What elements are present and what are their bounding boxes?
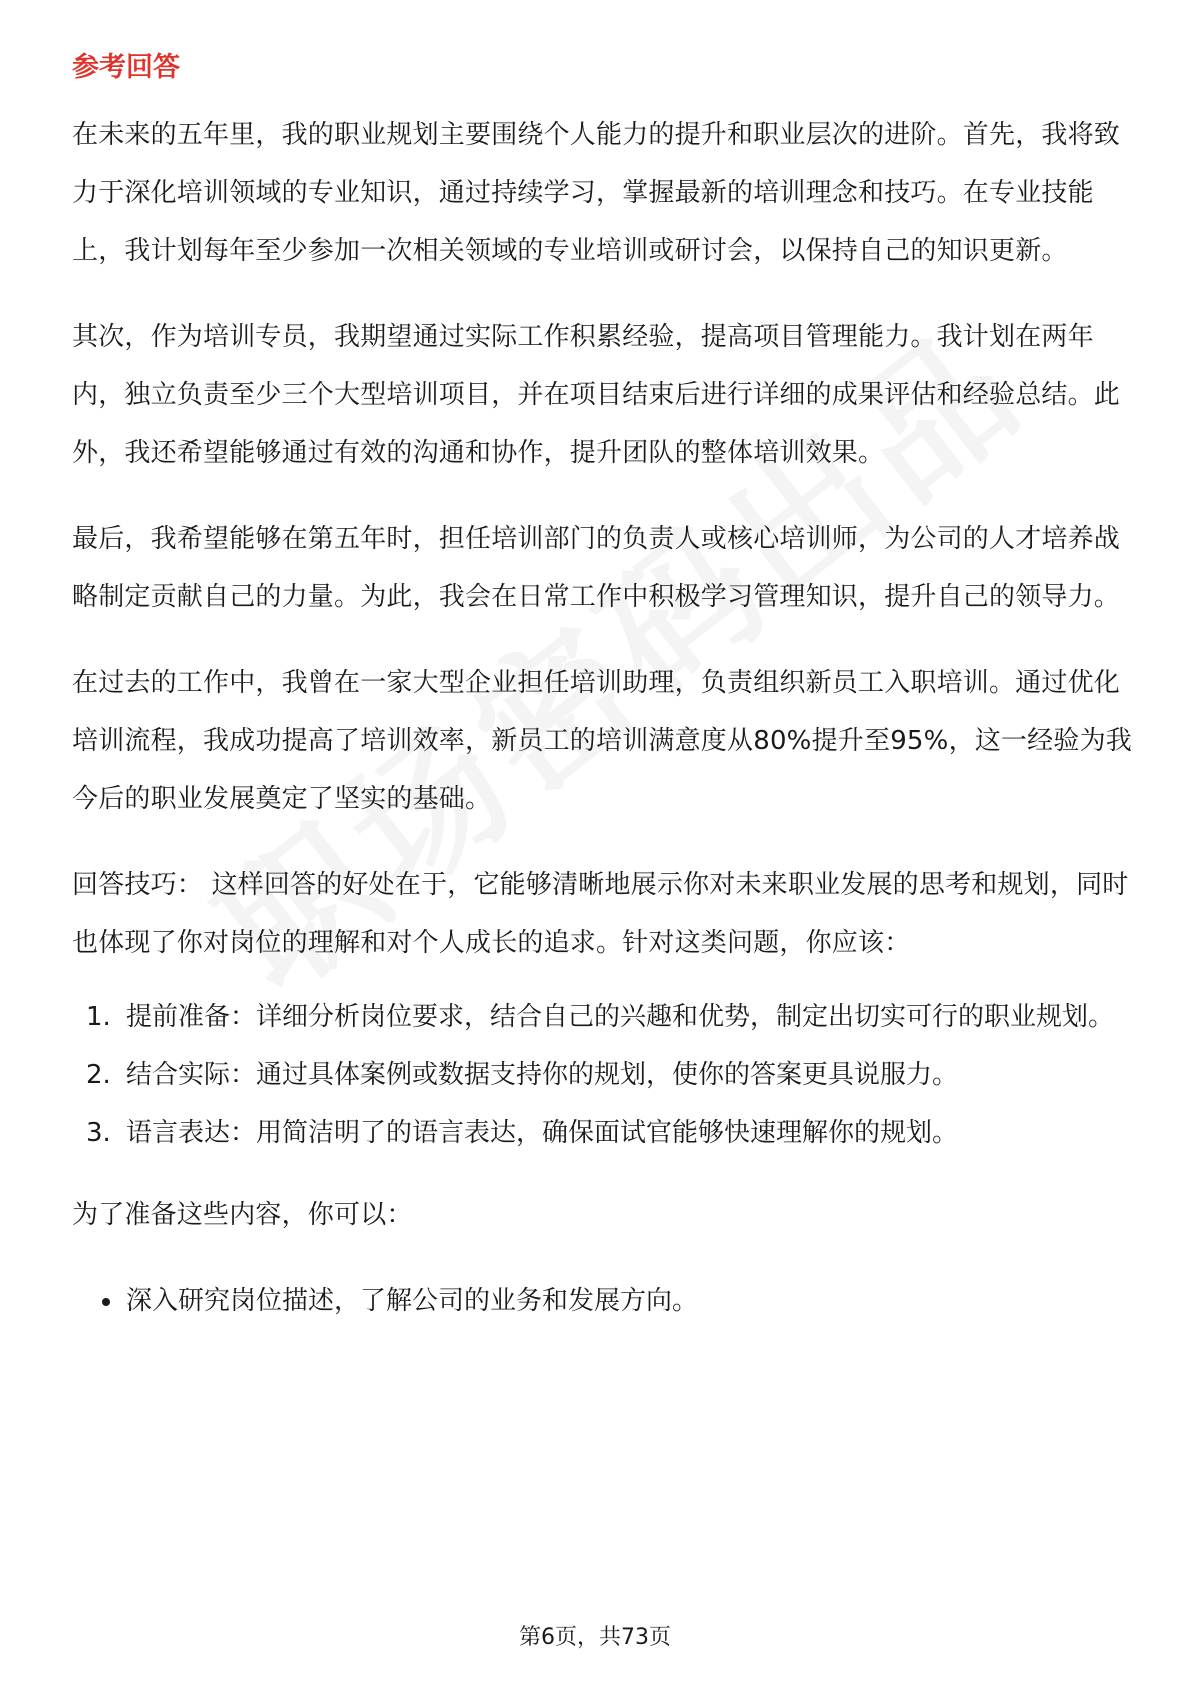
section-title: 参考回答 xyxy=(72,52,180,83)
bullet-dot-icon xyxy=(102,1298,110,1306)
list-number: 2. xyxy=(86,1060,111,1090)
list-item-text: 提前准备：详细分析岗位要求，结合自己的兴趣和优势，制定出切实可行的职业规划。 xyxy=(126,1002,1115,1032)
paragraph-2: 其次，作为培训专员，我期望通过实际工作积累经验，提高项目管理能力。我计划在两年内，独立负责至少三个大型培训项目，并在项目结束后进行详细的成果评估和经验总结。此外，我还希望能够通过有效的沟通和协作，提升团队的整体培训效果。 xyxy=(72,322,1121,468)
paragraph-1: 在未来的五年里，我的职业规划主要围绕个人能力的提升和职业层次的进阶。首先，我将致力于深化培训领域的专业知识，通过持续学习，掌握最新的培训理念和技巧。在专业技能上，我计划每年至少参加一次相关领域的专业培训或研讨会，以保持自己的知识更新。 xyxy=(72,120,1121,266)
list-item xyxy=(72,1104,1132,1162)
paragraph-3: 最后，我希望能够在第五年时，担任培训部门的负责人或核心培训师，为公司的人才培养战略制定贡献自己的力量。为此，我会在日常工作中积极学习管理知识，提升自己的领导力。 xyxy=(72,524,1121,612)
bullet-item xyxy=(72,1272,1132,1330)
list-number: 1. xyxy=(86,1002,111,1032)
list-item xyxy=(72,988,1132,1046)
paragraph-4: 在过去的工作中，我曾在一家大型企业担任培训助理，负责组织新员工入职培训。通过优化培训流程，我成功提高了培训效率，新员工的培训满意度从80%提升至95%，这一经验为我今后的职业发展奠定了坚实的基础。 xyxy=(72,668,1132,814)
page-number: 第6页，共73页 xyxy=(519,1625,671,1650)
list-item-text: 结合实际：通过具体案例或数据支持你的规划，使你的答案更具说服力。 xyxy=(126,1060,959,1090)
bullet-list xyxy=(72,1272,1132,1330)
list-number: 3. xyxy=(86,1118,111,1148)
tips-paragraph: 回答技巧： 这样回答的好处在于，它能够清晰地展示你对未来职业发展的思考和规划，同时也体现了你对岗位的理解和对个人成长的追求。针对这类问题，你应该： xyxy=(72,870,1129,958)
prepare-paragraph: 为了准备这些内容，你可以： xyxy=(72,1200,413,1230)
list-item xyxy=(72,1046,1132,1104)
page-content xyxy=(72,48,1132,1330)
numbered-list xyxy=(72,988,1132,1162)
list-item-text: 语言表达：用简洁明了的语言表达，确保面试官能够快速理解你的规划。 xyxy=(126,1118,959,1148)
bullet-item-text: 深入研究岗位描述，了解公司的业务和发展方向。 xyxy=(126,1286,699,1316)
